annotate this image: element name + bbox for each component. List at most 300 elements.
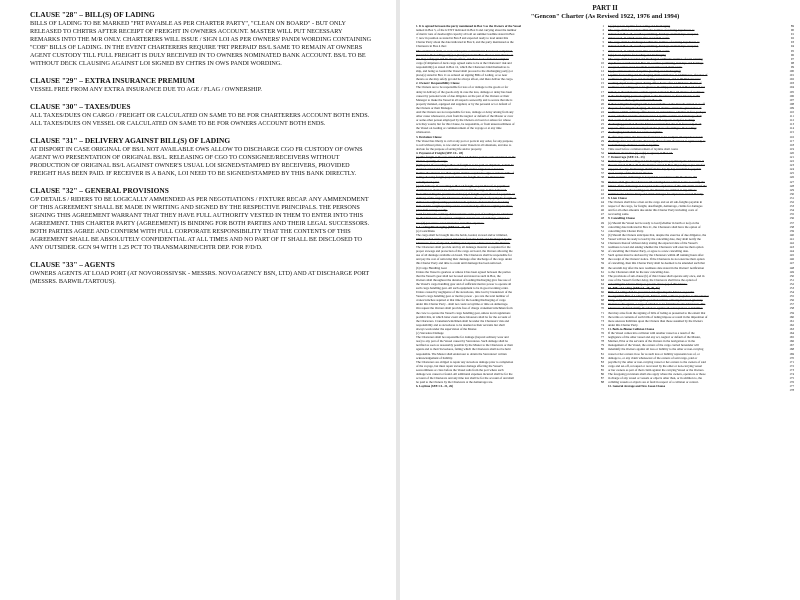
line-number: 141 bbox=[789, 236, 794, 241]
clause-line: Manager to make the Vessel in all respects seaworthy and to secure that she is bbox=[416, 97, 513, 102]
line-number: 177 bbox=[789, 384, 794, 389]
clause-line: 3. Deviation Clause bbox=[416, 134, 442, 139]
line-number: 3 bbox=[602, 32, 604, 37]
clause-line: working day if notice given during office hours after 12.00 hours. Notice of bbox=[608, 81, 702, 86]
clause-line: other cause whatsoever, even from the neglect or default of the Master or crew bbox=[416, 114, 514, 119]
line-number: 39 bbox=[600, 179, 604, 184]
line-number: 117 bbox=[789, 138, 794, 143]
clause-line: Notwithstanding the provisions under (a), if freight or part thereof is payable on bbox=[416, 191, 515, 196]
clause-line: readiness within ordinary office hours on arrival there, whether in free pratique bbox=[608, 109, 706, 114]
clause-line: unless used, in which event time used shall count. bbox=[608, 48, 670, 53]
clause-line: damage to, or any claim whatsoever of the owners of said cargo, paid or bbox=[608, 355, 698, 360]
clause-line: failure. If the demurrage is not paid at the expiration of this time limit and if the bbox=[608, 183, 707, 188]
clause-line: colliding vessels or objects are at fault in respect of a collision or contact. bbox=[608, 380, 699, 385]
line-number: 88 bbox=[600, 380, 604, 385]
line-number: 59 bbox=[600, 261, 604, 266]
line-number: 171 bbox=[789, 359, 794, 364]
clause-line: bulk and the weight/quantity can be ascertained by official weighing machine, bbox=[416, 204, 513, 209]
line-number: 29 bbox=[600, 138, 604, 143]
line-number: 38 bbox=[600, 175, 604, 180]
clause-line: readiness to load and asking whether the Charterers will exercise their option bbox=[608, 245, 704, 250]
clause-line: The Owners are to be responsible for loss of or damage to the goods or for bbox=[416, 85, 509, 90]
line-number: 101 bbox=[789, 73, 794, 78]
line-number: 85 bbox=[600, 367, 604, 372]
clause-line: that may arise from the signing of bills of lading as presented to the extent that bbox=[608, 310, 706, 315]
clause-line: (b) Should the Owners anticipate that, despite the exercise of due diligence, the bbox=[608, 232, 707, 237]
line-number: 56 bbox=[600, 249, 604, 254]
clause-line: and pay the cost of removing their dunnage after discharge of the cargo under bbox=[416, 257, 513, 262]
right-column-line-numbers bbox=[776, 24, 794, 392]
line-number: 178 bbox=[789, 388, 794, 393]
clause-line: "Congenbill" Bill of Lading form, Edition 1994, without prejudice to this Charter bbox=[608, 294, 709, 299]
clause-line: more onerous liabilities upon the Owners than those assumed by the Owners bbox=[608, 318, 703, 323]
line-number: 24 bbox=[600, 118, 604, 123]
line-number: 165 bbox=[789, 335, 794, 340]
clause-line: cranes/winches required at that time for the loading/discharging of cargo bbox=[416, 298, 506, 303]
left-column-text bbox=[416, 24, 588, 388]
line-number: 31 bbox=[600, 146, 604, 151]
line-number: 11 bbox=[601, 64, 604, 69]
clause-body: AT DISPORT IN CASE ORIGINAL OF BS/L NOT AVAILABLE OWS ALLOW TO DISCHARGE CGO FR CUSTODY OF OWNS AGENT W/O PRESENTATION OF ORIGINAL BS/L. RELEASING OF CGO TO CONSIGNEE/RECEIVERS WITHOUT PRODUCTION OF ORIGINAL BS/L AGAINST OWNER'S USUAL LOI SIGNED/STAMPED BY RECEIVERS, PROVIDED FREIGHT HAS BEEN PAID. IF RECEIVER IS A BANK, LOI NEED TO BE SIGNED/STAMPED BY THIS BANK DIRECTLY. bbox=[30, 146, 363, 177]
clause-line: The Charterers are obliged to repair any stevedore damage prior to completion bbox=[416, 359, 514, 364]
line-number: 175 bbox=[789, 376, 794, 381]
clause-line: under this Charter Party. bbox=[608, 322, 639, 327]
clause-line: then count as if she were in berth and in all respects ready for loading/ bbox=[608, 118, 695, 123]
clause-line: the Vessel on loading or commencement of the voyage or at any time bbox=[416, 126, 502, 131]
clause-line: the Owners or their Manager. bbox=[416, 105, 453, 110]
clause-line: On request the Owners shall provide free of charge cranemen/winchmen from bbox=[416, 306, 513, 311]
line-number: 68 bbox=[600, 298, 604, 303]
clause-line: in charge of any vessel or vessels or objects other than, or in addition to, the bbox=[608, 376, 703, 381]
clause-line: 1. It is agreed between the party mentioned in Box 3 as the Owners of the Vessel bbox=[416, 24, 522, 28]
clause-line: 7, now in position as stated in Box 8 and expected ready to load under this bbox=[416, 36, 509, 41]
clause-line: be paid to the Owners by the Charterers at the demurrage rate. bbox=[416, 380, 493, 385]
clause-line: tallied, lashed and/or secured and taken from the holds and discharged by the bbox=[416, 236, 512, 241]
right-column-text bbox=[608, 24, 770, 388]
clause-line: indicated in Box 16, weather permitting, Sundays and holidays excepted, bbox=[608, 32, 699, 37]
left-page-rider-clauses bbox=[0, 0, 394, 600]
clause-line: named, to the Charterers or their agents named in Box 18. Notice of readiness bbox=[608, 89, 705, 94]
clause-line: If the loading/discharging berth is not available on the Vessel's arrival at or off bbox=[608, 101, 705, 106]
clause-line: or not, whether customs cleared or not. Laytime or time on demurrage shall bbox=[608, 114, 702, 119]
line-number: 99 bbox=[790, 64, 794, 69]
clause-line: 11. Both-to-Blame Collision Clause bbox=[608, 326, 655, 331]
line-number: 136 bbox=[789, 216, 794, 221]
line-number: 95 bbox=[790, 48, 794, 53]
clause-line: In the event the demurrage is not paid in accordance with the above, the bbox=[608, 175, 697, 180]
line-number: 167 bbox=[789, 343, 794, 348]
clause-line: indicated in Box 16, weather permitting, Sundays and holidays excepted, bbox=[608, 44, 699, 49]
clause-line: notified as soon as reasonably possible by the Master to the Charterers or their bbox=[416, 343, 513, 348]
line-number: 174 bbox=[789, 371, 794, 376]
clause-line: The provisions of sub-clause (b) of this Clause shall operate only once, and in bbox=[608, 273, 705, 278]
clause-line: cancelling date indicated in Box 21, the Charterers shall have the option of bbox=[608, 224, 701, 229]
clause-line: intaken quantity of cargo. bbox=[416, 159, 448, 164]
clause-block bbox=[30, 260, 372, 286]
line-number: 5 bbox=[602, 40, 604, 45]
clause-line: seaworthiness or class before the Vessel sails from the port where such bbox=[416, 367, 504, 372]
clause-line: vessel or her owners in so far as such loss or liability represents loss of, or bbox=[608, 351, 700, 356]
clause-line: (a) The freight at the rate stated in Box 13 shall be paid in cash calculated on the bbox=[416, 155, 516, 159]
clause-line: cancelling this Charter Party. bbox=[608, 228, 644, 233]
clause-line: negligence of the other vessel and any act, neglect or default of the Master, bbox=[608, 335, 701, 340]
line-number: 50 bbox=[600, 224, 604, 229]
clause-line: agents and to their Stevedores, failing which the Charterers shall not be held bbox=[416, 347, 511, 352]
line-number: 60 bbox=[600, 265, 604, 270]
line-number: 51 bbox=[600, 228, 604, 233]
clause-line: (b) Cargo Handling Gear bbox=[416, 265, 447, 270]
clause-line: of the voyage, but must repair stevedore damage affecting the Vessel's bbox=[416, 363, 503, 368]
line-number: 74 bbox=[600, 322, 604, 327]
clause-line: Charter Party about the date indicated in Box 9, and the party mentioned as the bbox=[416, 40, 514, 45]
line-number: 135 bbox=[789, 212, 794, 217]
part-heading: PART II bbox=[592, 4, 618, 12]
clause-line: the terms or contents of such bills of lading impose or result in the imposition of bbox=[608, 314, 708, 319]
clause-line: prohibit this, in which latter event shore labourers shall be for the account of bbox=[416, 314, 511, 319]
clause-line: Time used before commencement of laytime shall count. bbox=[608, 146, 679, 151]
line-number: 33 bbox=[600, 155, 604, 159]
clause-line: proper stowage and protection of the cargo on board, the Owners allowing the bbox=[416, 249, 513, 254]
line-number: 127 bbox=[789, 179, 794, 184]
clause-line: Charterers, free of any risk, liability and expense whatsoever to the Owners. bbox=[416, 240, 511, 245]
line-number: 22 bbox=[600, 109, 604, 114]
line-number: 110 bbox=[789, 109, 794, 114]
clause-line: Party, or by the Owners' agents provided written authority has been given by bbox=[608, 298, 703, 303]
line-number: 21 bbox=[600, 105, 604, 110]
line-number: 36 bbox=[600, 167, 604, 172]
line-number: 158 bbox=[789, 306, 794, 311]
clause-line: Demurrage at the loading and discharging port is payable by the Charterers at bbox=[608, 159, 704, 164]
clause-block bbox=[30, 136, 372, 178]
clause-line: 6. Laytime (SEE CL. 21, 26) bbox=[416, 384, 454, 389]
clause-line: cargo (if shipment of deck cargo agreed same to be at the Charterers' risk and bbox=[416, 60, 512, 65]
line-number: 9 bbox=[602, 56, 604, 61]
clause-line: or her owners as part of their claim against the carrying Vessel or the Owners. bbox=[608, 367, 705, 372]
line-number: 145 bbox=[789, 253, 794, 258]
line-number: 130 bbox=[789, 191, 794, 196]
clause-body: BILLS OF LADING TO BE MARKED "FRT PAYABLE AS PER CHARTER PARTY", "CLEAN ON BOARD" - BUT ONLY RELEASED TO CHRTRS AFTER RECEIPT OF FREIGHT IN OWNERS ACCOUNT. MASTER WILL PUT NECESSARY REMARKS INTO THE M/R ONLY. CHARTERERS WILL ISSUE / SIGN LOI AS PER OWNERS' PANDI WORDING CONTAINING "COB" BILLS OF LADING. IN THE EVENT CHARTERERS REQUIRE 'FRT PREPAID' BS/L SAME TO REMAIN AT OWNERS AGENT CUSTODY TILL FULL FREIGHT IS DULY RECEIVED IN TO OWNERS NOMINATED BANK ACCOUNT. BS/L TO BE WITHOUT DECK CLAUSING AGAINST LOI SIGNED BY CHTRS IN OWS PANDI WORDING. bbox=[30, 20, 372, 67]
clause-line: named in Box 5, of the GT/NT indicated in Box 6 and carrying about the number bbox=[416, 28, 517, 33]
clause-line: deviate for the purpose of saving life and/or property. bbox=[416, 146, 483, 151]
clause-line: discharge time lost after the discovery thereof until the Vessel is again ready to bbox=[608, 138, 706, 143]
clause-line: 8. Lien Clause bbox=[608, 195, 627, 200]
line-number: 89 bbox=[790, 24, 794, 28]
clause-body: OWNERS AGENTS AT LOAD PORT (AT NOVOROSSIYSK - MESSRS. NOVOAGENCY BSN, LTD) AND AT DISCHARGE PORT (MESSRS. BARWIL/TARTOUS). bbox=[30, 270, 370, 285]
line-number: 25 bbox=[600, 122, 604, 127]
line-number: 102 bbox=[789, 77, 794, 82]
line-number: 123 bbox=[789, 163, 794, 168]
line-number: 173 bbox=[789, 367, 794, 372]
clause-columns bbox=[416, 24, 794, 584]
clause-line: Vessel's cargo handling gear or motive power - pro rata the total number of bbox=[416, 294, 509, 299]
line-number: 78 bbox=[600, 339, 604, 344]
line-number: 166 bbox=[789, 339, 794, 344]
line-number: 96 bbox=[790, 52, 794, 57]
line-number: 118 bbox=[789, 142, 794, 147]
line-number: 76 bbox=[600, 331, 604, 336]
clause-line: The Charterers shall be responsible for damage (beyond ordinary wear and bbox=[416, 335, 509, 340]
clause-line: of metric tons of deadweight capacity all told on summer loadline stated in Box bbox=[416, 32, 515, 37]
line-number: 72 bbox=[600, 314, 604, 319]
line-number: 44 bbox=[600, 200, 604, 205]
line-number: 16 bbox=[600, 85, 604, 90]
line-number: 82 bbox=[600, 355, 604, 360]
part-subheading: "Gencon" Charter (As Revised 1922, 1976 and 1994) bbox=[530, 13, 680, 20]
clause-block bbox=[30, 76, 372, 94]
line-number: 172 bbox=[789, 363, 794, 368]
line-number: 87 bbox=[600, 376, 604, 381]
line-number: 169 bbox=[789, 351, 794, 356]
clause-line: Vessel will not be ready to load by the cancelling date, they shall notify the bbox=[608, 236, 701, 241]
line-number: 103 bbox=[789, 81, 794, 86]
line-number: 52 bbox=[600, 232, 604, 237]
line-number: 55 bbox=[600, 245, 604, 250]
line-number: 19 bbox=[600, 97, 604, 102]
line-number: 14 bbox=[600, 77, 604, 82]
line-number: 57 bbox=[600, 253, 604, 258]
line-number: 26 bbox=[600, 126, 604, 131]
clause-line: use of all dunnage available on board. The Charterers shall be responsible for bbox=[416, 253, 512, 258]
clause-line: Laytime for loading and discharging shall commence at 13.00 hours, if notice of bbox=[608, 73, 708, 78]
line-number: 106 bbox=[789, 93, 794, 98]
line-number: 75 bbox=[600, 326, 604, 331]
clause-line: Cash for Vessel's ordinary disbursements at the port of loading to be advanced bbox=[416, 212, 513, 217]
clause-line: of cancelling, then this Charter Party shall be deemed to be amended such that bbox=[608, 261, 705, 266]
clause-line: discharging berth shall not count as laytime. bbox=[608, 130, 663, 135]
line-number: 134 bbox=[789, 208, 794, 213]
line-number: 133 bbox=[789, 204, 794, 209]
clause-line: whatsoever. bbox=[416, 130, 431, 135]
clause-line: cancelling the Charter Party as per sub-clause (a) of this Clause. bbox=[608, 281, 688, 286]
clause-line: days/hours as indicated in Box 16, weather permitting, Sundays and holidays bbox=[608, 60, 704, 65]
line-number: 83 bbox=[600, 359, 604, 364]
clause-line: (c) On delivery. If according to Box 13 freight, or part thereof, is payable at bbox=[416, 183, 510, 188]
clause-line: Mariner, Pilot or the servants of the Owners in the navigation or in the bbox=[608, 339, 695, 344]
clause-line: readiness is given up to and including 12.00 hours, and at 06.00 hours next bbox=[608, 77, 701, 82]
line-number: 138 bbox=[789, 224, 794, 229]
clause-line: any part of a day. Demurrage shall fall due day by day and shall be payable bbox=[608, 167, 702, 172]
line-number: 159 bbox=[789, 310, 794, 315]
line-number: 45 bbox=[600, 204, 604, 209]
line-number: 30 bbox=[600, 142, 604, 147]
line-number: 94 bbox=[790, 44, 794, 49]
line-number: 112 bbox=[789, 118, 794, 123]
clause-line: cargo and set-off, recouped or recovered by the other or non-carrying vessel bbox=[608, 363, 703, 368]
line-number: 18 bbox=[600, 93, 604, 98]
clause-line: 10. Bills of Lading (SEE CL. 28, 29, 31) bbox=[608, 286, 660, 290]
line-number: 111 bbox=[789, 114, 794, 119]
line-number: 6 bbox=[602, 44, 604, 49]
clause-line: (a) Costs/Risks bbox=[416, 228, 435, 233]
clause-title: CLAUSE "33" – AGENTS bbox=[30, 260, 115, 269]
clause-line: (c) Stevedore Damage bbox=[416, 331, 444, 336]
clause-line: If the Vessel comes into collision with another vessel as a result of the bbox=[608, 331, 695, 336]
clause-line: this Charter Party and time to count until dunnage has been removed. bbox=[416, 261, 502, 266]
clause-line: (b) Prepaid. If according to Box 13 freight is to be paid on shipment, it shall be bbox=[416, 163, 514, 168]
clause-title: CLAUSE "30" – TAXES/DUES bbox=[30, 102, 131, 111]
line-number: 84 bbox=[600, 363, 604, 368]
line-number: 42 bbox=[600, 191, 604, 196]
clause-line: The cargo shall be brought into the holds, loaded, stowed and/or trimmed, bbox=[416, 232, 508, 237]
clause-line: Such option must be declared by the Charterers within 48 running hours after bbox=[608, 253, 704, 258]
line-number: 124 bbox=[789, 167, 794, 172]
clause-line: Owners shall throughout the duration of loading/discharging give free use of bbox=[416, 277, 511, 282]
clause-line: and for all other amounts due under this Charter Party including costs of bbox=[608, 208, 698, 213]
clause-line: Neither the Owners nor their agents shall be required to sign or endorse bills of bbox=[416, 171, 514, 176]
clause-line: respects. Time used in moving from the place of waiting to the loading/ bbox=[608, 126, 697, 131]
line-number: 80 bbox=[600, 347, 604, 352]
line-number: 41 bbox=[600, 187, 604, 192]
clause-line: at the discharging port to be given to the Receivers or, if not known, to the bbox=[608, 93, 701, 98]
line-number: 35 bbox=[600, 163, 604, 168]
clause-block bbox=[30, 186, 372, 252]
clause-line: 12. General Average and New Jason Clause bbox=[608, 384, 666, 389]
clause-line: such cargo handling gear. All such equipment to be in good working order. bbox=[416, 286, 509, 290]
clause-line: account of the Charterers and any time lost shall be for the account of and shall bbox=[416, 376, 515, 381]
left-column-line-numbers bbox=[592, 24, 604, 384]
line-number: 20 bbox=[600, 101, 604, 106]
line-number: 176 bbox=[789, 380, 794, 385]
clause-line: to sail without pilots, to tow and/or assist Vessels in all situations, and also to bbox=[416, 142, 512, 147]
line-number: 122 bbox=[789, 159, 794, 164]
line-number: 116 bbox=[789, 134, 794, 139]
line-number: 86 bbox=[600, 371, 604, 376]
clause-line: responsible. The Master shall endeavour to obtain the Stevedores' written bbox=[416, 351, 507, 356]
line-number: 49 bbox=[600, 220, 604, 225]
line-number: 97 bbox=[790, 56, 794, 61]
line-number: 61 bbox=[600, 269, 604, 274]
clause-line: Bills of Lading shall be presented and signed by the Master as per the bbox=[608, 290, 695, 295]
clause-line: the seventh day after the new readiness date stated in the Owners' notification bbox=[608, 265, 705, 270]
line-number: 120 bbox=[789, 150, 794, 155]
line-number: 32 bbox=[600, 150, 604, 155]
clause-line: of cancelling the Charter Party, or agree to a new cancelling date. bbox=[608, 249, 689, 254]
clause-line: ship, and being so loaded the Vessel shall proceed to the discharging port(s) or bbox=[416, 69, 513, 74]
clause-line: recovering same. bbox=[608, 212, 630, 217]
clause-title: CLAUSE "29" – EXTRA INSURANCE PREMIUM bbox=[30, 76, 195, 85]
clause-line: delivery of the cargo the Charterers shall have the option of paying the freight on bbox=[416, 195, 517, 200]
line-number: 34 bbox=[600, 159, 604, 164]
page-divider bbox=[396, 0, 400, 600]
line-number: 67 bbox=[600, 294, 604, 299]
clause-line: two (2) per cent to cover insurance and other expenses. bbox=[416, 220, 485, 225]
clause-body: ALL TAXES/DUES ON CARGO / FREIGHT OR CALCULATED ON SAME TO BE FOR CHARTERERS ACCOUNT BOTH ENDS. ALL TAXES/DUES ON VESSEL OR CALCULATED ON SAME TO BE FOR OWNERS ACCOUNT BOTH ENDS. bbox=[30, 112, 370, 127]
line-number: 107 bbox=[789, 97, 794, 102]
clause-line: to the Charterers shall be the new cancelling date. bbox=[608, 269, 670, 274]
clause-line: Charterers in Box 4 that: bbox=[416, 44, 447, 49]
line-number: 139 bbox=[789, 228, 794, 233]
line-number: 147 bbox=[789, 261, 794, 266]
clause-line: Unless caused by negligence of the stevedores, time lost by breakdown of the bbox=[416, 290, 512, 295]
clause-line: damage was caused or found. All additional expenses incurred shall be for the bbox=[416, 371, 513, 376]
clause-line: under this Charter Party - shall not count as laytime or time on demurrage. bbox=[416, 302, 509, 307]
line-number: 91 bbox=[790, 32, 794, 37]
clause-line: the Vessel's cargo handling gear and of sufficient motive power to operate all bbox=[416, 281, 512, 286]
line-number: 114 bbox=[789, 126, 794, 131]
clause-title: CLAUSE "31" – DELIVERY AGAINST BILL(S) OF LADING bbox=[30, 136, 231, 145]
line-number: 92 bbox=[790, 36, 794, 41]
clause-line: Charterers or their agents named in Box 19. bbox=[608, 97, 663, 102]
line-number: 17 bbox=[600, 89, 604, 94]
clause-line: Unless the Vessel is gearless or unless it has been agreed between the parties bbox=[416, 269, 511, 274]
line-number: 100 bbox=[789, 69, 794, 74]
line-number: 150 bbox=[789, 273, 794, 278]
line-number: 1 bbox=[602, 24, 604, 28]
line-number: 69 bbox=[600, 302, 604, 307]
line-number: 28 bbox=[600, 134, 604, 139]
line-number: 10 bbox=[600, 60, 604, 65]
line-number: 12 bbox=[600, 69, 604, 74]
clause-line: 7. Demurrage (SEE CL. 23) bbox=[608, 155, 645, 159]
line-number: 151 bbox=[789, 277, 794, 282]
line-number: 115 bbox=[789, 130, 794, 135]
line-number: 79 bbox=[600, 343, 604, 348]
clause-body: C/P DETAILS / RIDERS TO BE LOGICALLY AMMENDED AS PER NEGOTIATIONS / FIXTURE RECAP. ANY AMMENDMENT OF THIS AGREEMENT SHALL BE MADE IN WRITING AND SIGNED BY THE RESPECTIVE PRINCIPALS. THE PERSONS SIGNING THIS AGREEMENT WARRANT THAT THEY HAVE FULL AUTHORITY VESTED IN THEM TO ENTER INTO THIS AGREEMENT. THIS CHARTER PARTY (AGREEMENT) IS BINDING FOR BOTH PARTIES AND THEIR LEGAL SUCCESSORS. BOTH PARTIES AGREE AND CONFIRM WITH FULL CORPORATE RESPONSIBILITY THAT THE CONTENTS OF THIS AGREEMENT SHALL BE ABSOLUTELY CONFIDENTIAL AT ALL TIMES AND NO PART OF IT SHALL BE DISCLOSED TO ANY OUTSIDER. GCN 94 WITH 1.25 PCT TO TRANSMARINE/CHTR DEP. FOR F/D/D. bbox=[30, 196, 370, 251]
line-number: 142 bbox=[789, 240, 794, 245]
clause-line: * (b) Total laytime for loading and discharging bbox=[608, 52, 666, 57]
clause-line: always work under the supervision of the Master. bbox=[416, 326, 478, 331]
line-number: 90 bbox=[790, 28, 794, 33]
clause-line: delivered weight/quantity provided such option is declared before breaking bbox=[416, 200, 509, 205]
line-number: 157 bbox=[789, 302, 794, 307]
clause-line: If, after inspection, the Vessel is found not to be ready in all respects to load/ bbox=[608, 134, 703, 139]
line-number: 43 bbox=[600, 195, 604, 200]
line-number: 131 bbox=[789, 195, 794, 200]
line-number: 71 bbox=[600, 310, 604, 315]
clause-line: she may safely get and lie always afloat, and there load a full and complete bbox=[416, 56, 509, 61]
line-number: 132 bbox=[789, 200, 794, 205]
line-number: 137 bbox=[789, 220, 794, 225]
line-number: 77 bbox=[600, 335, 604, 340]
line-number: 63 bbox=[600, 277, 604, 282]
line-number: 144 bbox=[789, 249, 794, 254]
line-number: 160 bbox=[789, 314, 794, 319]
line-number: 66 bbox=[600, 290, 604, 295]
line-number: 162 bbox=[789, 322, 794, 327]
line-number: 4 bbox=[602, 36, 604, 41]
clause-line: tear) to any part of the Vessel caused by Stevedores. Such damage shall be bbox=[416, 339, 509, 344]
clause-line: Owners to the agents, a copy of which is to be furnished to the Charterers. The bbox=[608, 302, 706, 307]
line-number: 168 bbox=[789, 347, 794, 352]
line-number: 164 bbox=[789, 331, 794, 336]
clause-line: proceed to the loading port(s) or place(s) stated in Box 10 or so near thereto as bbox=[416, 52, 514, 57]
line-number: 148 bbox=[789, 265, 794, 270]
line-number: 2 bbox=[602, 28, 604, 33]
clause-line: joint draft survey or tally. bbox=[416, 208, 448, 213]
clause-line: Charterers shall indemnify the Owners against all consequences or liabilities bbox=[608, 306, 703, 311]
clause-line: readiness at loading port to be given to the Shippers named in Box 17 or if not bbox=[608, 85, 705, 90]
clause-line: lading showing freight prepaid unless the freight due to the Owners has bbox=[416, 175, 505, 180]
clause-line: The cargo shall be loaded within the number of running days/hours as bbox=[608, 28, 695, 33]
clause-block bbox=[30, 102, 372, 128]
line-number: 7 bbox=[602, 48, 604, 53]
line-number: 15 bbox=[600, 81, 604, 86]
clause-line: load/discharge shall not count as laytime. bbox=[608, 142, 660, 147]
clause-line: discharging provided that the Master warrants that she is in fact ready in all bbox=[608, 122, 702, 127]
clause-line: The said Vessel shall, as soon as her prior commitments have been completed, bbox=[416, 48, 513, 53]
line-number: 70 bbox=[600, 306, 604, 311]
line-number: 58 bbox=[600, 257, 604, 262]
line-number: 8 bbox=[602, 52, 604, 57]
line-number: 105 bbox=[789, 89, 794, 94]
line-number: 163 bbox=[789, 326, 794, 331]
clause-title: CLAUSE "28" – BILL(S) OF LADING bbox=[30, 10, 155, 19]
line-number: 109 bbox=[789, 105, 794, 110]
clause-line: upon receipt of the Owners' invoice. bbox=[608, 171, 653, 176]
line-number: 170 bbox=[789, 355, 794, 360]
line-number: 121 bbox=[789, 155, 794, 159]
clause-line: Charterers thereof without delay stating the expected date of the Vessel's bbox=[608, 240, 698, 245]
